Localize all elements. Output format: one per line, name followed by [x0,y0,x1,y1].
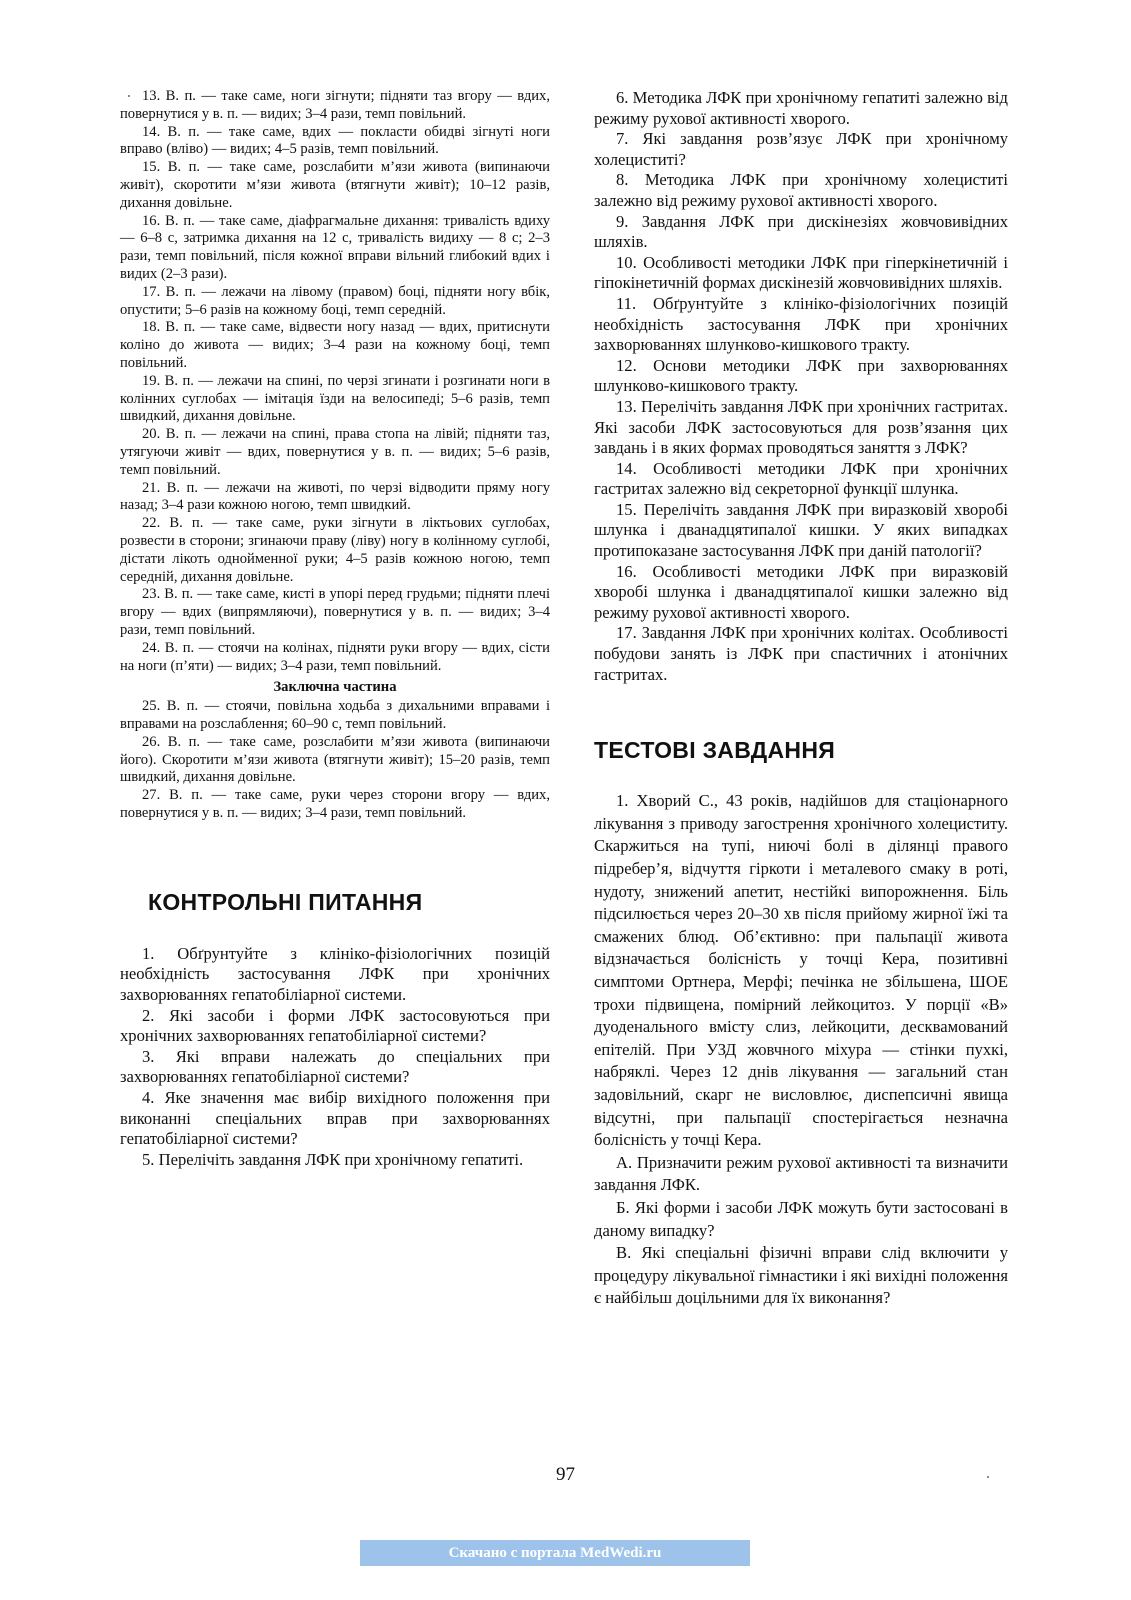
scan-speck [987,1476,989,1478]
final-part-heading: Заключна частина [273,679,397,696]
test-task-c: В. Які спеціальні фізичні вправи слід включити у процедуру лікувальної гімнастики і які вихідні положення є найбільш доцільними для їх виконання? [594,1243,1008,1308]
question-13: 13. Перелічіть завдання ЛФК при хронічних гастритах. Які засоби ЛФК застосовуються для розв’язання цих завдань і в яких формах проводяться заняття з ЛФК? [594,396,1008,458]
final-exercise-list [120,698,550,823]
test-task-block [594,790,1008,1310]
exercise-19: 19. В. п. — лежачи на спині, по черзі згинати і розгинати ноги в колінних суглобах — імітація їзди на велосипеді; 5–6 разів, темп швидкий, дихання довільне. [120,372,550,425]
question-4: 4. Яке значення має вибір вихідного положення при виконанні спеціальних вправ при захворюваннях гепатобіліарної системи? [120,1088,550,1149]
exercise-list [120,88,550,675]
test-tasks-title: ТЕСТОВІ ЗАВДАННЯ [594,737,836,764]
exercise-15: 15. В. п. — таке саме, розслабити м’язи живота (випинаючи живіт), скоротити м’язи живота (втягнути живіт); 10–12 разів, дихання довільне. [120,159,550,211]
exercise-16: 16. В. п. — таке саме, діафрагмальне дихання: тривалість вдиху — 6–8 с, затримка дихання на 12 с, тривалість видиху — 8 с; 2–3 рази, темп повільний, після кожної вправи вільний глибокий вдих і видих (2–3 рази). [120,212,550,282]
left-column [120,88,550,1170]
control-questions-title: КОНТРОЛЬНІ ПИТАННЯ [148,888,423,915]
question-16: 16. Особливості методики ЛФК при виразковій хворобі шлунка і дванадцятипалої кишки залежно від режиму рухової активності хворого. [594,561,1008,622]
right-column [594,88,1008,1310]
control-questions-left [120,944,550,1171]
exercise-26: 26. В. п. — таке саме, розслабити м’язи живота (випинаючи його). Скоротити м’язи живота (втягнути живіт); 15–20 разів, темп швидкий, дихання довільне. [120,733,550,786]
question-11: 11. Обґрунтуйте з клініко-фізіологічних позицій необхідність застосування ЛФК при хронічних захворюваннях шлунково-кишкового тракту. [594,293,1008,355]
control-questions-right [594,88,1008,685]
exercise-14: 14. В. п. — таке саме, вдих — покласти обидві зігнуті ноги вправо (вліво) — видих; 4–5 разів, темп повільний. [120,123,550,158]
exercise-21: 21. В. п. — лежачи на животі, по черзі відводити пряму ногу назад; 3–4 рази кожною ногою, темп швидкий. [120,479,550,514]
exercise-17: 17. В. п. — лежачи на лівому (правом) боці, підняти ногу вбік, опустити; 5–6 разів на кожному боці, темп середній. [120,283,550,318]
question-5: 5. Перелічіть завдання ЛФК при хронічному гепатиті. [142,1149,524,1169]
exercise-27: 27. В. п. — таке саме, руки через сторони вгору — вдих, повернутися у в. п. — видих; 3–4 рази, темп повільний. [120,787,550,822]
page-number: 97 [556,1464,575,1485]
exercise-13: 13. В. п. — таке саме, ноги зігнути; підняти таз вгору — вдих, повернутися у в. п. — видих; 3–4 рази, темп повільний. [120,88,550,122]
question-15: 15. Перелічіть завдання ЛФК при виразковій хворобі шлунка і дванадцятипалої кишки. У яких випадках протипоказане застосування ЛФК при даній патології? [594,499,1008,561]
exercise-23: 23. В. п. — таке саме, кисті в упорі перед грудьми; підняти плечі вгору — вдих (випрямляючи), повернутися у в. п. — видих; 3–4 рази, темп повільний. [120,586,550,638]
exercise-22: 22. В. п. — таке саме, руки зігнути в ліктьових суглобах, розвести в сторони; згинаючи праву (ліву) ногу в колінному суглобі, дістати лікоть однойменної руки; 4–5 разів кожною ногою, темп середній, дихання довільне. [120,515,550,585]
question-10: 10. Особливості методики ЛФК при гіперкінетичній і гіпокінетичній формах дискінезій жовчовивідних шляхів. [594,252,1008,293]
test-task-a: А. Призначити режим рухової активності та визначити завдання ЛФК. [594,1152,1008,1195]
question-17: 17. Завдання ЛФК при хронічних колітах. Особливості побудови занять із ЛФК при спастичних і атонічних гастритах. [594,623,1008,684]
question-3: 3. Які вправи належать до спеціальних при захворюваннях гепатобіліарної системи? [120,1046,550,1087]
test-task-b: Б. Які форми і засоби ЛФК можуть бути застосовані в даному випадку? [594,1197,1008,1240]
exercise-24: 24. В. п. — стоячи на колінах, підняти руки вгору — вдих, сісти на ноги (п’яти) — видих; 3–4 рази, темп повільний. [120,639,550,674]
question-7: 7. Які завдання розв’язує ЛФК при хронічному холециститі? [594,129,1008,169]
exercise-25: 25. В. п. — стоячи, повільна ходьба з дихальними вправами і вправами на розслаблення; 60–90 с, темп повільний. [120,698,550,733]
question-12: 12. Основи методики ЛФК при захворюваннях шлунково-кишкового тракту. [594,355,1008,396]
question-1: 1. Обґрунтуйте з клініко-фізіологічних позицій необхідність застосування ЛФК при хронічних захворюваннях гепатобіліарної системи. [120,943,550,1005]
question-14: 14. Особливості методики ЛФК при хронічних гастритах залежно від секреторної функції шлунка. [594,458,1008,499]
source-banner[interactable]: Скачано с портала MedWedi.ru [360,1540,750,1566]
exercise-18: 18. В. п. — таке саме, відвести ногу назад — вдих, притиснути коліно до живота — видих; 3–4 рази на кожному боці, темп повільний. [120,319,550,371]
question-9: 9. Завдання ЛФК при дискінезіях жовчовивідних шляхів. [594,211,1008,252]
exercise-20: 20. В. п. — лежачи на спині, права стопа на лівій; підняти таз, утягуючи живіт — вдих, повернутися у в. п. — видих; 5–6 разів, темп повільний. [120,426,550,478]
scan-speck [128,95,130,97]
question-8: 8. Методика ЛФК при хронічному холециститі залежно від режиму рухової активності хворого. [594,170,1008,210]
question-2: 2. Які засоби і форми ЛФК застосовуються при хронічних захворюваннях гепатобіліарної системи? [120,1005,550,1046]
test-case-description: 1. Хворий С., 43 років, надійшов для стаціонарного лікування з приводу загострення хронічного холециститу. Скаржиться на тупі, ниючі болі в ділянці правого підребер’я, відчуття гіркоти і металевого смаку в роті, нудоту, знижений апетит, нестійкі випорожнення. Біль підсилюється через 20–30 хв після прийому жирної їжі та смажених блюд. Об’єктивно: при пальпації живота відзначається болісність у точці Кера, позитивні симптоми Ортнера, Мерфі; печінка не збільшена, ШОЕ трохи підвищена, помірний лейкоцитоз. У порції «В» дуоденального вмісту слиз, лейкоцити, десквамований епітелій. При УЗД жовчного міхура — стінки пухкі, набряклі. Через 12 днів лікування — загальний стан задовільний, скарг не висловлює, диспепсичні явища відсутні, при пальпації спостерігається незначна болісність у точці Кера. [594,791,1008,1150]
question-6: 6. Методика ЛФК при хронічному гепатиті залежно від режиму рухової активності хворого. [594,88,1008,128]
